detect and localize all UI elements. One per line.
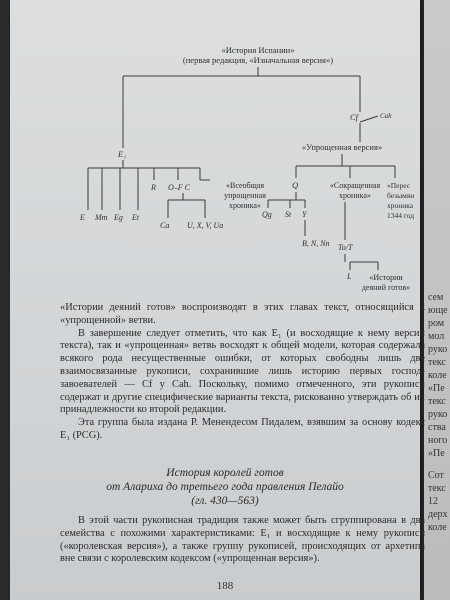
facing-page-fragment: дерх	[428, 509, 448, 520]
body-text-section	[60, 515, 425, 566]
stemma-node-uxvua: U, X, V, Ua	[187, 221, 224, 230]
facing-page-fragment: ром	[428, 318, 445, 329]
facing-page-fragment: «Пе	[428, 383, 445, 394]
stemma-leaf-e: E	[80, 213, 85, 222]
stemma-node-l: L	[347, 272, 352, 281]
stemma-leaf-et: Et	[132, 213, 140, 222]
paragraph: Эта группа была издана Р. Менендесом Пидалем, взявшим за основу кодекс E₁ (PCG).	[60, 417, 425, 441]
stemma-leaf-eg: Eg	[114, 213, 123, 222]
facing-page-fragment: сем	[428, 292, 444, 303]
stemma-node-ca: Ca	[160, 221, 170, 230]
stemma-node-bnnn: B, N, Nn	[302, 239, 330, 248]
page-number: 188	[216, 580, 234, 592]
stemma-node-general-chronicle: хроника»	[229, 201, 261, 210]
stemma-node-q: Q	[292, 180, 299, 190]
facing-page-fragment: текс	[428, 483, 446, 494]
paragraph: «Истории деяний готов» воспроизводят в этих главах текст, относящийся к «упрощенной» ветви.	[60, 302, 425, 326]
heading-subtitle: от Алариха до третьего года правления Пелайо	[106, 481, 344, 493]
heading-chapters: (гл. 430—563)	[191, 495, 259, 507]
facing-page-fragment: коле	[428, 522, 447, 533]
stemma-node-r: R	[151, 183, 156, 192]
facing-page-fragment: ного	[428, 435, 448, 446]
stemma-root-subtitle: (первая редакция, «Изначальная версия»)	[182, 55, 334, 65]
facing-page-fragment: текс	[428, 396, 446, 407]
stemma-node-y: Y	[302, 210, 307, 219]
stemma-node-cf: Cf	[350, 112, 359, 122]
stemma-node-general-chronicle: «Всеобщая	[226, 181, 264, 190]
stemma-edge	[360, 116, 378, 122]
stemma-node-perez: безымян	[387, 191, 415, 200]
facing-page-fragment: руко	[428, 409, 448, 420]
paragraph: В этой части рукописная традиция также может быть сгруппирована в два семейства с похожими характеристиками: E₁ и восходящие к нему рукописи («королевская версия»), а также группу рукописей, происходящих от архетипа вне связи с королевским кодексом («упрощенная версия»).	[60, 515, 425, 565]
stemma-root-title: «История Испании»	[221, 45, 295, 55]
stemma-node-deeds: деяний готов»	[361, 283, 411, 292]
stemma-node-deeds: «Истории	[369, 273, 403, 282]
facing-page-fragment: руко	[428, 344, 448, 355]
stemma-node-e1: E₁	[118, 149, 127, 159]
stemma-node-general-chronicle: упрощенная	[224, 191, 266, 200]
facing-page-fragment: юще	[428, 305, 448, 316]
stemma-node-cah: Cah	[380, 112, 392, 120]
facing-page-fragment: текс	[428, 357, 446, 368]
stemma-node-perez: 1344 год	[387, 211, 415, 220]
facing-page-fragment: мол	[428, 331, 445, 342]
facing-page-fragment: ства	[428, 422, 446, 433]
body-text	[60, 302, 425, 443]
stemma-node-perez: «Перес	[387, 181, 411, 190]
stemma-node-tot: To/T	[338, 243, 353, 252]
stemma-node-qg: Qg	[262, 210, 272, 219]
facing-page-fragment: 12	[428, 496, 438, 507]
stemma-node-simplified: «Упрощенная версия»	[301, 142, 383, 152]
section-heading	[60, 466, 390, 508]
stemma-leaf-mm: Mm	[95, 213, 108, 222]
heading-title: История королей готов	[166, 467, 284, 479]
paragraph: В завершение следует отметить, что как E₁ (и восходящие к нему версии текста), так и «упрощенная» ветвь восходят к общей модели, которая содержала всякого рода несущественные ошибки, от которых свободны лишь две взаимосвязанные рукописи, сохранившие лишь историю первых господ-завоевателей — Cf у Cah. Поскольку, помимо отмеченного, эти рукописи содержат и другие специфические варианты текста, рискованно утверждать об их принадлежности ко второй редакции.	[60, 327, 425, 416]
facing-page-fragment: коле	[428, 370, 447, 381]
stemma-node-ofc: O–F C	[168, 183, 190, 192]
stemma-node-shortened-chronicle: хроника»	[339, 191, 371, 200]
stemma-node-perez: хроника	[387, 201, 414, 210]
stemma-node-st: St	[285, 210, 292, 219]
facing-page-fragment: «Пе	[428, 448, 445, 459]
facing-page-fragment: Сот	[428, 470, 444, 481]
stemma-node-shortened-chronicle: «Сокращенная	[329, 181, 381, 190]
